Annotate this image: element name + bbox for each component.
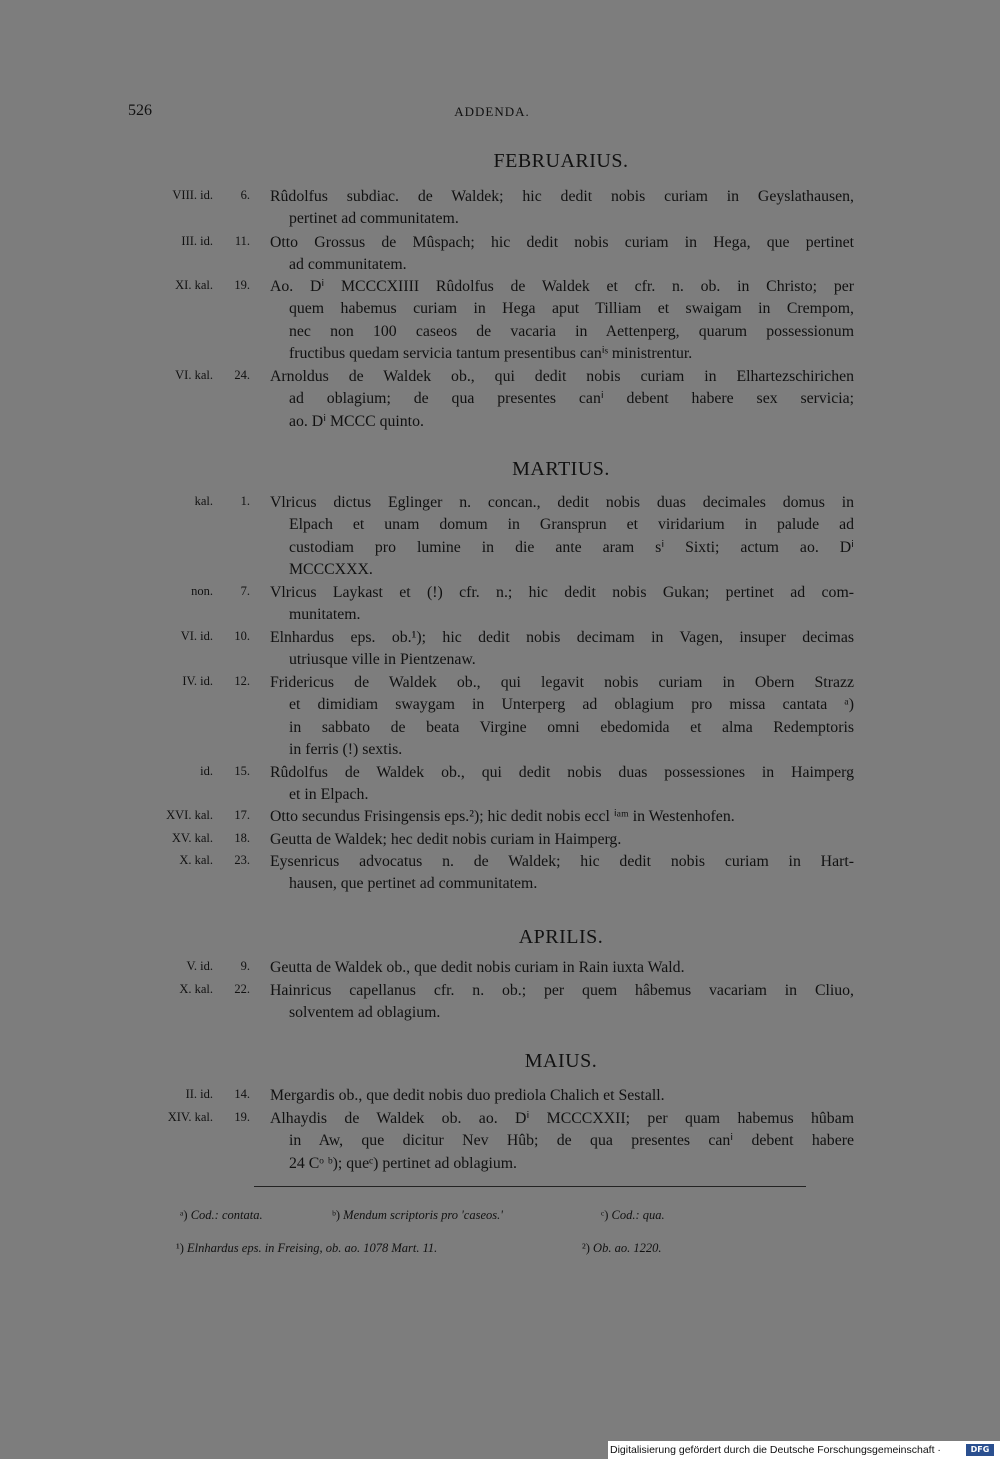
- footnote-c: [601, 1208, 665, 1223]
- entry-day: 1.: [240, 494, 250, 508]
- footnote-1: [176, 1241, 437, 1256]
- entry-line: Eysenricus advocatus n. de Waldek; hic dedit nobis curiam in Hart-: [270, 853, 854, 870]
- entry-text: [270, 980, 854, 1025]
- entry-line: in sabbato de beata Virgine omni ebedomida et alma Redemptoris: [289, 718, 854, 736]
- entry-date: XI. kal.: [175, 278, 213, 292]
- month-heading-mar: MARTIUS.: [512, 458, 610, 480]
- entry-line: ad communitatem.: [289, 256, 407, 274]
- footnote-2-mark: ²): [582, 1241, 590, 1255]
- footnote-1-mark: ¹): [176, 1241, 184, 1255]
- footnote-2: [582, 1241, 661, 1256]
- entry-line: Fridericus de Waldek ob., qui legavit nobis curiam in Obern Strazz: [270, 674, 854, 691]
- entry-date: id.: [200, 764, 213, 778]
- entry-text: [270, 672, 854, 762]
- entry-day: 17.: [234, 808, 250, 822]
- entry-line: pertinet ad communitatem.: [289, 210, 459, 228]
- entry-day: 10.: [234, 629, 250, 643]
- entry-date: X. kal.: [179, 853, 213, 867]
- entry-line: Elnhardus eps. ob.¹); hic dedit nobis decimam in Vagen, insuper decimas: [270, 629, 854, 646]
- entry-text: [270, 582, 854, 627]
- entry-line: Alhaydis de Waldek ob. ao. Dⁱ MCCCXXII; per quam habemus hûbam: [270, 1110, 854, 1127]
- entry-line: et in Elpach.: [289, 786, 369, 804]
- entry-date: VI. kal.: [175, 368, 213, 382]
- entry-line: Otto Grossus de Mûspach; hic dedit nobis curiam in Hega, que pertinet: [270, 234, 854, 251]
- entry-line: Hainricus capellanus cfr. n. ob.; per quem hâbemus vacariam in Cliuo,: [270, 982, 854, 999]
- entry-date: non.: [191, 584, 213, 598]
- entry-line: Vlricus dictus Eglinger n. concan., dedit nobis duas decimales domus in: [270, 494, 854, 511]
- entry-line: Rûdolfus subdiac. de Waldek; hic dedit nobis curiam in Geyslathausen,: [270, 188, 854, 205]
- entry-text: [270, 276, 854, 366]
- entry-line: Ao. Dⁱ MCCCXIIII Rûdolfus de Waldek et cfr. n. ob. in Christo; per: [270, 278, 854, 295]
- footnote-b: [332, 1208, 503, 1223]
- entry-line: ao. Dⁱ MCCC quinto.: [289, 412, 424, 430]
- entry-day: 14.: [234, 1087, 250, 1101]
- entry-line: 24 Cᵒ ᵇ); queᶜ) pertinet ad oblagium.: [289, 1154, 518, 1172]
- entry-line: MCCCXXX.: [289, 561, 373, 579]
- entry-day: 23.: [234, 853, 250, 867]
- entry-day: 24.: [234, 368, 250, 382]
- entry-day: 19.: [234, 1110, 250, 1124]
- month-heading-may: MAIUS.: [524, 1050, 598, 1072]
- entry-date: IV. id.: [182, 674, 213, 688]
- entry-text: [270, 627, 854, 672]
- page-header: [128, 102, 856, 126]
- entry-date: X. kal.: [179, 982, 213, 996]
- footnote-a: [180, 1208, 263, 1223]
- footnote-2-text: Ob. ao. 1220.: [593, 1241, 662, 1255]
- entry-date: III. id.: [181, 234, 213, 248]
- entry-text: [270, 186, 854, 231]
- entry-line: hausen, que pertinet ad communitatem.: [289, 875, 538, 893]
- entry-line: solventem ad oblagium.: [289, 1004, 441, 1022]
- entry-date: XV. kal.: [171, 831, 213, 845]
- entry-day: 18.: [234, 831, 250, 845]
- month-heading-feb: FEBRUARIUS.: [493, 150, 629, 172]
- entry-line: Elpach et unam domum in Gransprun et viridarium in palude ad: [289, 516, 854, 534]
- entry-day: 19.: [234, 278, 250, 292]
- entry-text: [270, 492, 854, 582]
- entry-day: 6.: [240, 188, 250, 202]
- footnote-c-text: Cod.: qua.: [611, 1208, 665, 1222]
- entry-line: in Aw, que dicitur Nev Hûb; de qua presentes canⁱ debent habere: [289, 1132, 854, 1150]
- footnote-b-mark: ᵇ): [332, 1208, 341, 1222]
- entry-text: [270, 829, 854, 851]
- entry-line: Otto secundus Frisingensis eps.²); hic dedit nobis eccl ⁱᵃᵐ in Westenhofen.: [270, 808, 735, 825]
- funding-credit-text: Digitalisierung gefördert durch die Deutsche Forschungsgemeinschaft ·: [610, 1444, 941, 1456]
- entry-line: utriusque ville in Pientzenaw.: [289, 651, 476, 669]
- entry-day: 7.: [240, 584, 250, 598]
- entry-text: [270, 806, 854, 828]
- entry-line: in ferris (!) sextis.: [289, 741, 403, 759]
- entry-date: VIII. id.: [172, 188, 213, 202]
- entry-date: V. id.: [186, 959, 213, 973]
- entry-line: quem habemus curiam in Hega aput Tilliam et swaigam in Crempom,: [289, 300, 854, 318]
- entry-text: [270, 762, 854, 807]
- entry-date: kal.: [194, 494, 213, 508]
- entry-text: [270, 1085, 854, 1107]
- entry-line: munitatem.: [289, 606, 361, 624]
- entry-date: XVI. kal.: [166, 808, 213, 822]
- footnote-a-mark: ᵃ): [180, 1208, 188, 1222]
- entry-line: Rûdolfus de Waldek ob., qui dedit nobis duas possessiones in Haimperg: [270, 764, 854, 781]
- entry-line: fructibus quedam servicia tantum presentibus canⁱˢ ministrentur.: [289, 345, 693, 363]
- entry-date: XIV. kal.: [167, 1110, 213, 1124]
- entry-line: nec non 100 caseos de vacaria in Aettenperg, quarum possessionum: [289, 322, 854, 340]
- entry-text: [270, 957, 854, 979]
- entry-day: 11.: [234, 234, 250, 248]
- entry-text: [270, 1108, 854, 1175]
- footnote-1-text: Elnhardus eps. in Freising, ob. ao. 1078 Mart. 11.: [187, 1241, 438, 1255]
- entry-text: [270, 851, 854, 896]
- entry-date: VI. id.: [180, 629, 213, 643]
- funding-credit: [608, 1441, 1000, 1459]
- entry-day: 22.: [234, 982, 250, 996]
- dfg-logo-icon: DFG: [966, 1444, 994, 1456]
- entry-day: 12.: [234, 674, 250, 688]
- month-heading-apr: APRILIS.: [518, 926, 604, 948]
- footnote-rule: [254, 1186, 806, 1187]
- footnote-b-text: Mendum scriptoris pro 'caseos.': [343, 1208, 503, 1222]
- entry-line: Geutta de Waldek ob., que dedit nobis curiam in Rain iuxta Wald.: [270, 959, 685, 976]
- entry-line: Geutta de Waldek; hec dedit nobis curiam in Haimperg.: [270, 831, 622, 848]
- footnote-c-mark: ᶜ): [601, 1208, 609, 1222]
- entry-date: II. id.: [185, 1087, 213, 1101]
- entry-line: et dimidiam swaygam in Unterperg ad oblagium pro missa cantata ᵃ): [289, 696, 854, 714]
- entry-line: custodiam pro lumine in die ante aram sⁱ Sixti; actum ao. Dⁱ: [289, 538, 854, 556]
- entry-line: Vlricus Laykast et (!) cfr. n.; hic dedit nobis Gukan; pertinet ad com-: [270, 584, 854, 601]
- running-title: ADDENDA.: [454, 104, 530, 119]
- entry-day: 9.: [240, 959, 250, 973]
- entry-text: [270, 232, 854, 277]
- entry-text: [270, 366, 854, 433]
- entry-line: Mergardis ob., que dedit nobis duo prediola Chalich et Sestall.: [270, 1087, 665, 1104]
- entry-line: ad oblagium; de qua presentes canⁱ debent habere sex servicia;: [289, 390, 854, 408]
- entry-line: Arnoldus de Waldek ob., qui dedit nobis curiam in Elhartezschirichen: [270, 368, 854, 385]
- entry-day: 15.: [234, 764, 250, 778]
- footnote-a-text: Cod.: contata.: [190, 1208, 263, 1222]
- page-number: 526: [128, 102, 152, 119]
